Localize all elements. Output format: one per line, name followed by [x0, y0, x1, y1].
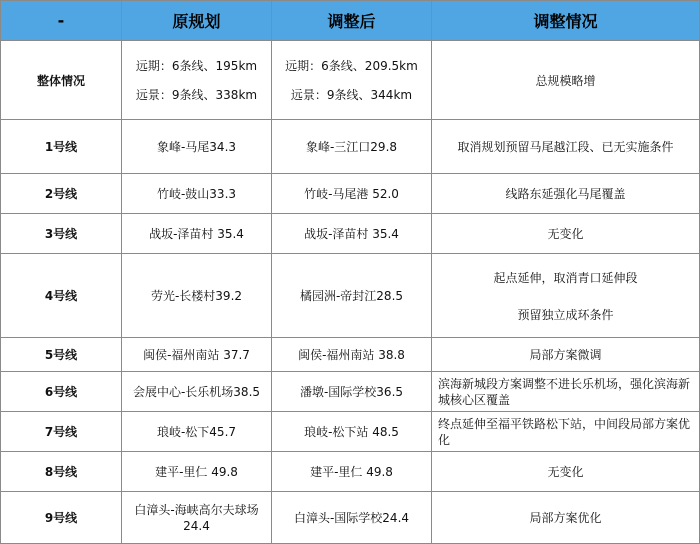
adjustment-cell: [432, 412, 700, 452]
adjustment-cell: 局部方案优化: [432, 492, 700, 544]
table-row: [1, 120, 700, 174]
table-row: [1, 412, 700, 452]
original-plan-text: 远景：9条线、338km: [135, 88, 258, 102]
adjustment-text: 终点延伸至福平铁路松下站，中间段局部方案优化: [438, 416, 691, 447]
adjustment-cell: [432, 372, 700, 412]
row-label: 5号线: [1, 338, 122, 372]
header-adjusted: 调整后: [272, 1, 432, 41]
adjustment-cell: [432, 254, 700, 338]
original-plan-cell: 建平-里仁 49.8: [122, 452, 272, 492]
header-name: -: [1, 1, 122, 41]
header-adjustment: 调整情况: [432, 1, 700, 41]
row-label: 6号线: [1, 372, 122, 412]
row-label: 1号线: [1, 120, 122, 174]
original-plan-cell: 战坂-泽苗村 35.4: [122, 214, 272, 254]
original-plan-cell: [122, 41, 272, 120]
adjusted-plan-cell: 战坂-泽苗村 35.4: [272, 214, 432, 254]
adjusted-plan-cell: 竹岐-马尾港 52.0: [272, 174, 432, 214]
original-plan-cell: 劳光-长楼村39.2: [122, 254, 272, 338]
original-plan-cell: 会展中心-长乐机场38.5: [122, 372, 272, 412]
original-plan-cell: 象峰-马尾34.3: [122, 120, 272, 174]
adjustment-text: 起点延伸，取消青口延伸段: [493, 270, 638, 285]
adjusted-plan-cell: 白漳头-国际学校24.4: [272, 492, 432, 544]
row-label: 2号线: [1, 174, 122, 214]
adjusted-plan-cell: 橘园洲-帝封江28.5: [272, 254, 432, 338]
adjustment-text: 滨海新城段方案调整不进长乐机场，强化滨海新城核心区覆盖: [438, 376, 691, 407]
table-row: [1, 372, 700, 412]
adjustment-text: 预留独立成环条件: [517, 307, 614, 322]
row-label: 7号线: [1, 412, 122, 452]
adjustment-cell: 无变化: [432, 452, 700, 492]
original-plan-cell: 琅岐-松下45.7: [122, 412, 272, 452]
original-plan-text: 白漳头-海峡高尔夫球场24.4: [134, 502, 259, 533]
table-row: [1, 214, 700, 254]
table-row: [1, 338, 700, 372]
adjusted-plan-cell: 琅岐-松下站 48.5: [272, 412, 432, 452]
adjusted-plan-cell: [272, 41, 432, 120]
original-plan-cell: [122, 492, 272, 544]
original-plan-cell: 闽侯-福州南站 37.7: [122, 338, 272, 372]
adjustment-cell: 局部方案微调: [432, 338, 700, 372]
adjusted-plan-cell: 建平-里仁 49.8: [272, 452, 432, 492]
row-label: 4号线: [1, 254, 122, 338]
row-label: 3号线: [1, 214, 122, 254]
original-plan-cell: 竹岐-鼓山33.3: [122, 174, 272, 214]
table-row: [1, 492, 700, 544]
adjustment-cell: 无变化: [432, 214, 700, 254]
adjusted-plan-cell: 闽侯-福州南站 38.8: [272, 338, 432, 372]
row-label: 整体情况: [1, 41, 122, 120]
table-row: [1, 254, 700, 338]
adjusted-plan-text: 远景：9条线、344km: [290, 88, 413, 102]
header-original-plan: 原规划: [122, 1, 272, 41]
row-label: 8号线: [1, 452, 122, 492]
table-row: [1, 41, 700, 120]
adjustment-cell: 线路东延强化马尾覆盖: [432, 174, 700, 214]
table-row: [1, 452, 700, 492]
adjustment-cell: 取消规划预留马尾越江段、已无实施条件: [432, 120, 700, 174]
original-plan-text: 远期：6条线、195km: [135, 59, 258, 73]
adjustment-cell: 总规模略增: [432, 41, 700, 120]
adjusted-plan-text: 远期：6条线、209.5km: [285, 59, 418, 73]
header-row: [1, 1, 700, 41]
adjusted-plan-cell: 象峰-三江口29.8: [272, 120, 432, 174]
table-row: [1, 174, 700, 214]
row-label: 9号线: [1, 492, 122, 544]
adjusted-plan-cell: 潘墩-国际学校36.5: [272, 372, 432, 412]
